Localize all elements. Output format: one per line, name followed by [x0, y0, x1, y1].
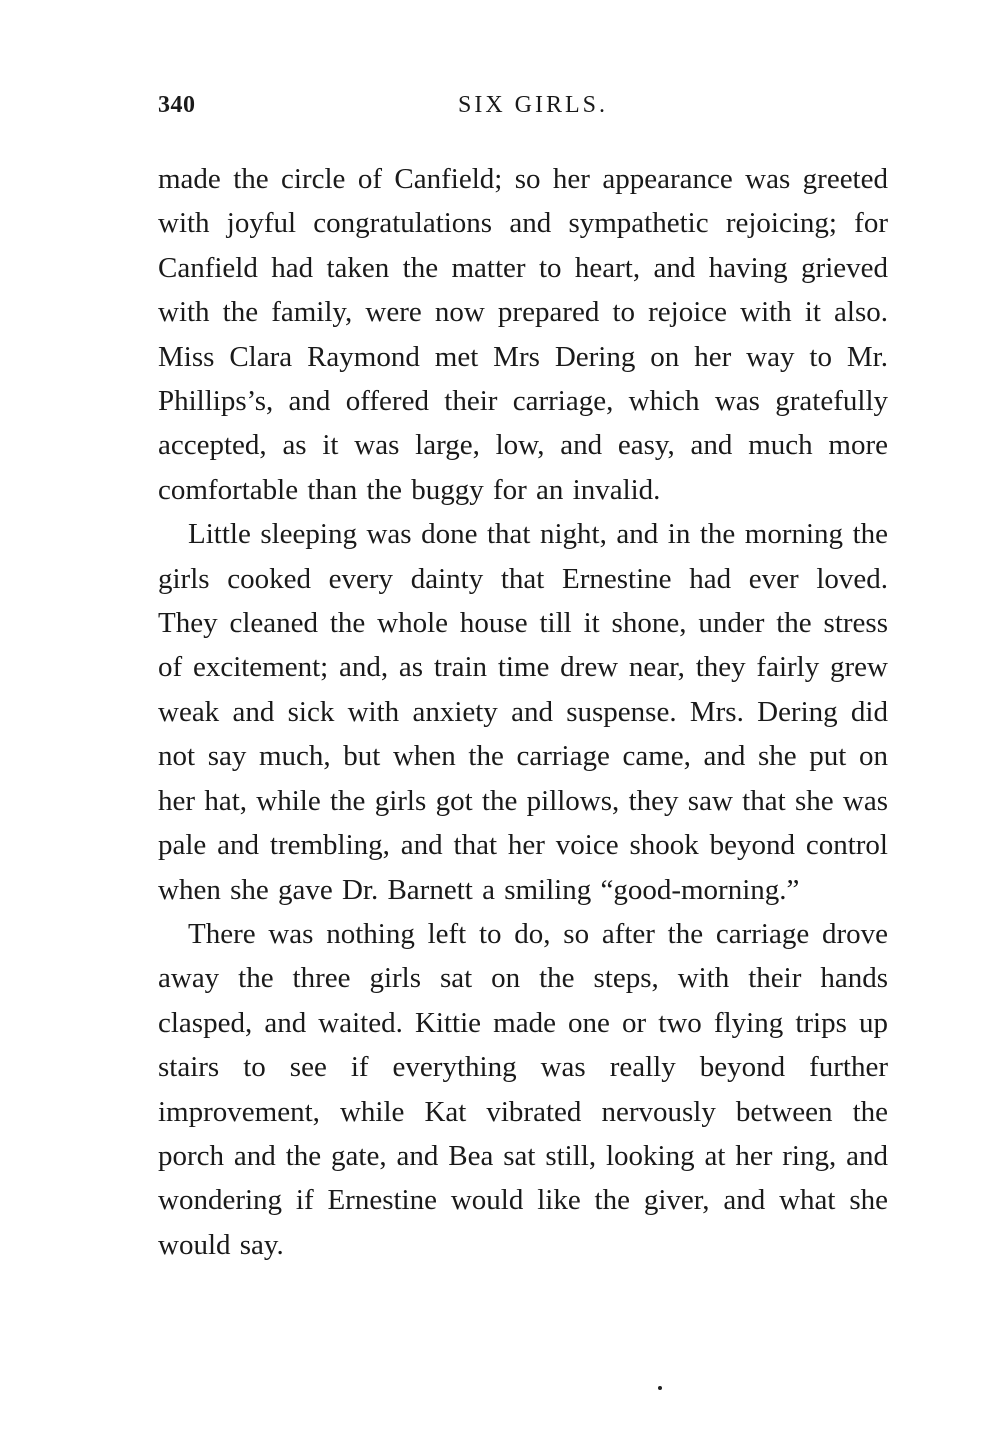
paragraph-3: There was nothing left to do, so after the carriage drove away the three girls sat on the steps, with their hands clasped, and waited. Kittie made one or two flying trips up stairs to see if everything was really beyond further improvement, while Kat vibrated nervously between the porch and the gate, and Bea sat still, looking at her ring, and wondering if Ernestine would like the giver, and what she would say.	[158, 917, 888, 1261]
running-header	[158, 92, 888, 132]
page-number: 340	[158, 92, 196, 118]
paragraph-2: Little sleeping was done that night, and in the morning the girls cooked every dainty that Ernestine had ever loved. They cleaned the whole house till it shone, under the stress of excitement; and, as train time drew near, they fairly grew weak and sick with anxiety and suspense. Mrs. Dering did not say much, but when the carriage came, and she put on her hat, while the girls got the pillows, they saw that she was pale and trembling, and that her voice shook beyond control when she gave Dr. Barnett a smiling “good-morning.”	[158, 518, 888, 906]
ink-speck	[658, 1386, 662, 1390]
paragraph-1: made the circle of Canfield; so her appearance was greeted with joyful congratulations and sympathetic rejoicing; for Canfield had taken the matter to heart, and having grieved with the family, were now prepared to rejoice with it also. Miss Clara Raymond met Mrs Dering on her way to Mr. Phillips’s, and offered their carriage, which was gratefully accepted, as it was large, low, and easy, and much more comfortable than the buggy for an invalid.	[158, 163, 888, 506]
body-text	[158, 157, 888, 1267]
running-title: SIX GIRLS.	[457, 92, 608, 118]
